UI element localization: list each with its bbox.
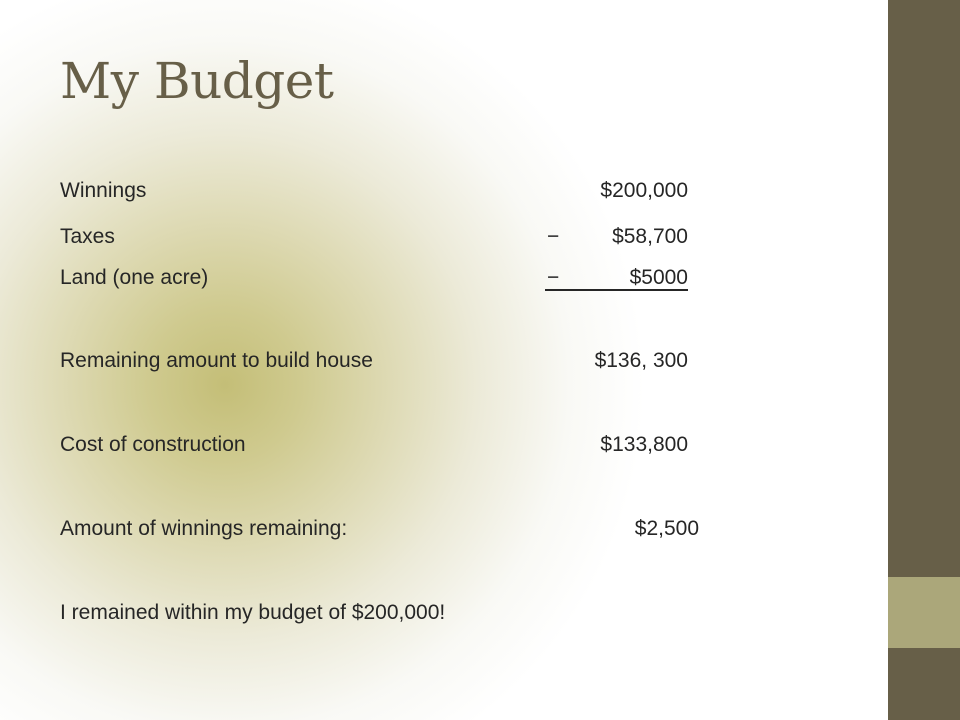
row-sign-land: − bbox=[547, 266, 560, 289]
row-amount-remaining-build: $136, 300 bbox=[594, 349, 688, 372]
row-label-construction-cost: Cost of construction bbox=[60, 433, 246, 456]
conclusion-text: I remained within my budget of $200,000! bbox=[60, 601, 446, 624]
decorative-side-accent bbox=[888, 577, 960, 648]
row-label-land: Land (one acre) bbox=[60, 266, 209, 289]
row-label-remaining-build: Remaining amount to build house bbox=[60, 349, 373, 372]
slide-title: My Budget bbox=[60, 52, 334, 110]
row-label-winnings-remaining: Amount of winnings remaining: bbox=[60, 517, 348, 540]
row-sign-taxes: − bbox=[547, 225, 560, 248]
row-label-taxes: Taxes bbox=[60, 225, 115, 248]
row-label-winnings: Winnings bbox=[60, 179, 147, 202]
row-amount-winnings-remaining: $2,500 bbox=[634, 517, 699, 540]
subtotal-underline bbox=[545, 289, 688, 291]
row-amount-winnings: $200,000 bbox=[600, 179, 688, 202]
row-amount-taxes: $58,700 bbox=[612, 225, 688, 248]
row-amount-construction-cost: $133,800 bbox=[600, 433, 688, 456]
row-amount-land: $5000 bbox=[629, 266, 688, 289]
